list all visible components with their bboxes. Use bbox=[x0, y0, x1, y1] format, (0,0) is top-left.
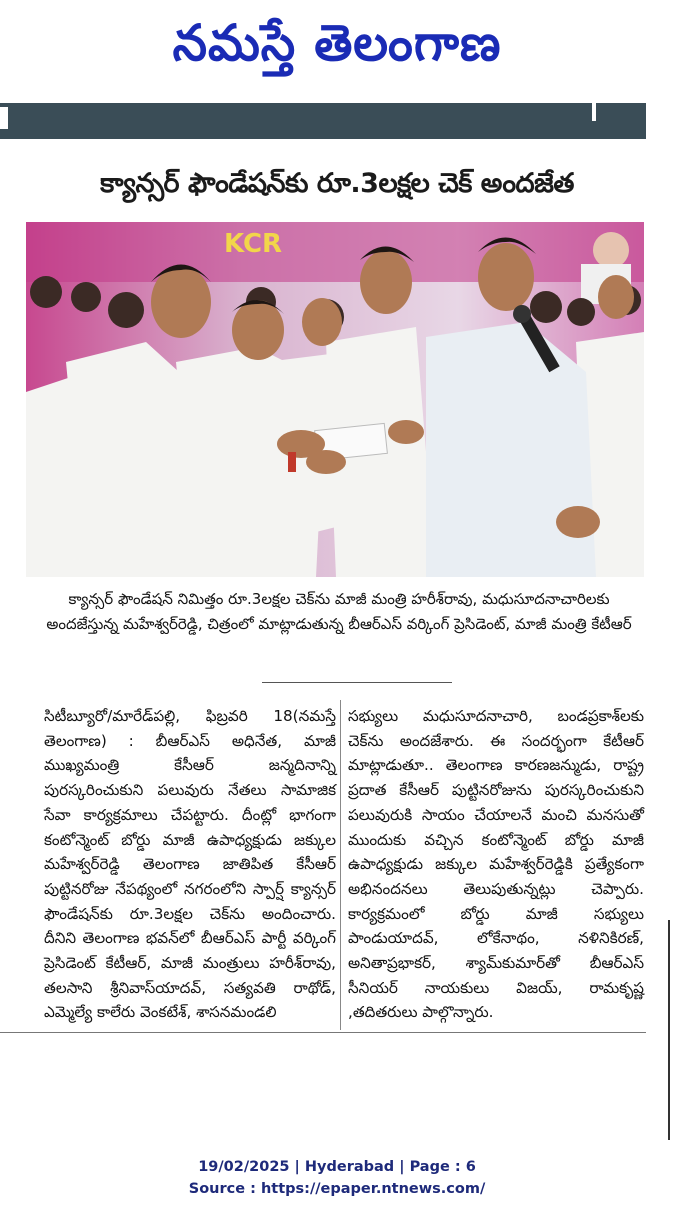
photo-caption: క్యాన్సర్ ఫౌండేషన్ నిమిత్తం రూ.3లక్షల చెక్‌ను మాజీ మంత్రి హరీశ్‌రావు, మధుసూదనాచారిలకు అందజేస్తున్న మహేశ్వర్‌రెడ్డి, చిత్రంలో మాట్లాడుతున్న బీఆర్‌ఎస్ వర్కింగ్ ప్రెసిడెంట్, మాజీ మంత్రి కేటీఆర్ bbox=[46, 590, 632, 633]
banner-notch-mark bbox=[592, 103, 596, 121]
newspaper-masthead bbox=[0, 0, 674, 100]
article-headline: క్యాన్సర్ ఫౌండేషన్‌కు రూ.3లక్షల చెక్ అందజేత bbox=[100, 168, 574, 199]
page-footer bbox=[0, 1156, 674, 1200]
news-photo bbox=[26, 222, 644, 577]
masthead-title: నమస్తే తెలంగాణ bbox=[172, 13, 502, 72]
caption-rule bbox=[262, 682, 452, 683]
backdrop-text: KCR bbox=[224, 229, 283, 259]
article-column-right: సభ్యులు మధుసూదనాచారి, బండప్రకాశ్‌లకు చెక్‌ను అందజేశారు. ఈ సందర్భంగా కేటీఆర్ మాట్లాడుతూ.. తెలంగాణ కారణజన్ముడు, రాష్ట్ర ప్రదాత కేసీఆర్ పుట్టినరోజును పురస్కరించుకుని పలువురుకి సాయం చేయాలనే మంచి మనసుతో ముందుకు వచ్చిన కంటోన్మెంట్ బోర్డు మాజీ ఉపాధ్యక్షుడు జక్కుల మహేశ్వర్‌రెడ్డికి ప్రత్యేకంగా అభినందనలు తెలుపుతున్నట్లు చెప్పారు. కార్యక్రమంలో బోర్డు మాజీ సభ్యులు పాండుయాదవ్, లోకేనాథం, నళినికిరణ్, అనితాప్రభాకర్, శ్యామ్‌కుమార్‌తో బీఆర్‌ఎస్ సీనియర్ నాయకులు విజయ్, రామకృష్ణ ,తదితరులు పాల్గొన్నారు. bbox=[348, 707, 644, 1022]
bottom-rule bbox=[0, 1032, 646, 1033]
section-banner bbox=[0, 103, 646, 139]
footer-date-page: 19/02/2025 | Hyderabad | Page : 6 bbox=[198, 1159, 476, 1175]
page-edge-line bbox=[668, 920, 670, 1140]
footer-source-link[interactable]: Source : https://epaper.ntnews.com/ bbox=[188, 1181, 486, 1197]
banner-edge-mark bbox=[0, 107, 8, 129]
article-column-left: సిటీబ్యూరో/మారేడ్‌పల్లి, ఫిబ్రవరి 18(నమస్తే తెలంగాణ) : బీఆర్‌ఎస్ అధినేత, మాజీ ముఖ్యమంత్రి కేసీఆర్ జన్మదినాన్ని పురస్కరించుకుని పలువురు నేతలు సామాజిక సేవా కార్యక్రమాలు చేపట్టారు. దీంట్లో భాగంగా కంటోన్మెంట్ బోర్డు మాజీ ఉపాధ్యక్షుడు జక్కుల మహేశ్వర్‌రెడ్డి తెలంగాణ జాతిపిత కేసీఆర్ పుట్టినరోజు నేపథ్యంలో నగరంలోని స్పార్ష్ క్యాన్సర్ ఫౌండేషన్‌కు రూ.3లక్షల చెక్‌ను అందించారు. దీనిని తెలంగాణ భవన్‌లో బీఆర్‌ఎస్ పార్టీ వర్కింగ్ ప్రెసిడెంట్ కేటీఆర్, మాజీ మంత్రులు హరీశ్‌రావు, తలసాని శ్రీనివాస్‌యాదవ్, సత్యవతి రాథోడ్, ఎమ్మెల్యే కాలేరు వెంకటేశ్, శాసనమండలి bbox=[44, 707, 336, 1022]
column-divider bbox=[340, 700, 341, 1030]
